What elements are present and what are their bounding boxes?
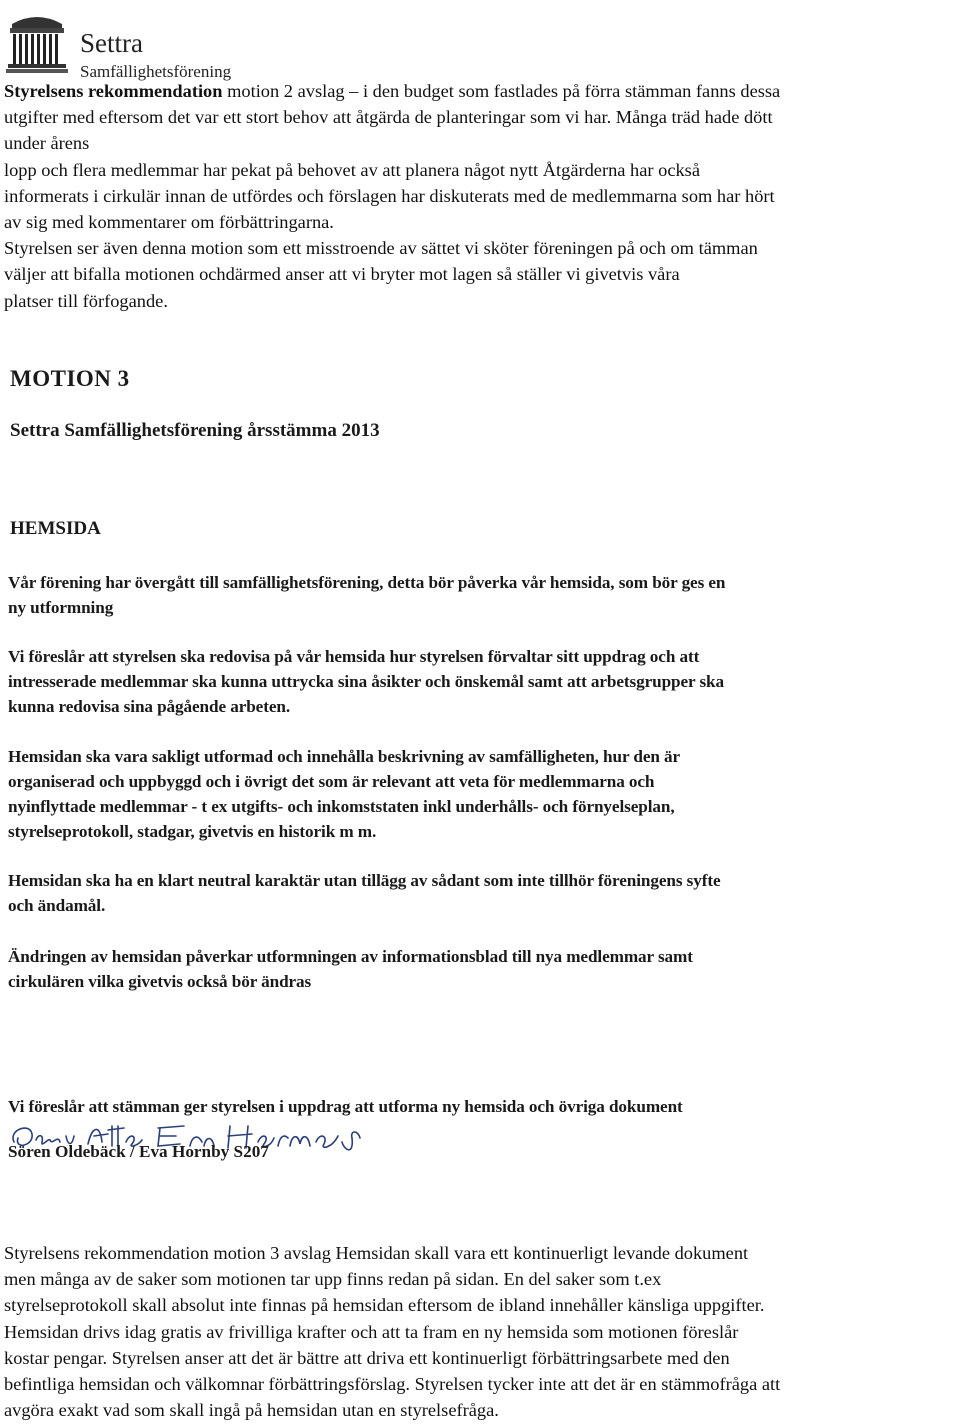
recommendation-motion-2 [4,78,958,314]
text-line: Ändringen av hemsidan påverkar utformningen av informationsblad till nya medlemmar samt [8,947,693,966]
text-line: cirkulären vilka givetvis också bör ändras [8,972,312,991]
text-line: Hemsidan ska ha en klart neutral karaktär utan tillägg av sådant som inte tillhör föreningens syfte [8,871,721,890]
text-span: motion 2 avslag – i den budget som fastlades på förra stämman fanns dessa [222,81,781,101]
motion-paragraph [8,868,858,918]
motion-subtitle: Settra Samfällighetsförening årsstämma 2013 [10,420,380,441]
section-heading: HEMSIDA [10,518,101,539]
text-line: Hemsidan drivs idag gratis av frivilliga krafter och att ta fram en ny hemsida som motionen föreslår [4,1321,739,1342]
text-line: befintliga hemsidan och välkomnar förbättringsförslag. Styrelsen tycker inte att det är en stämmofråga att [4,1374,781,1395]
text-line: kunna redovisa sina pågående arbeten. [8,697,291,716]
motion-3-scan [0,360,860,1180]
text-line: styrelseprotokoll skall absolut inte finnas på hemsidan eftersom de ibland innehåller känsliga uppgifter. [4,1295,765,1316]
text-line: Styrelsens rekommendation motion 3 avslag Hemsidan skall vara ett kontinuerligt levande dokument [4,1243,749,1263]
text-line: Vi föreslår att styrelsen ska redovisa på vår hemsida hur styrelsen förvaltar sitt uppdrag och att [8,647,700,666]
text-line: Styrelsen ser även denna motion som ett misstroende av sättet vi sköter föreningen på och om tämman [4,238,758,259]
logo-subtitle: Samfällighetsförening [80,62,232,81]
water-tower-icon [4,10,70,76]
text-line: Vår förening har övergått till samfällighetsförening, detta bör påverka vår hemsida, som bör ges en [8,573,726,592]
motion-paragraph [8,944,858,994]
text-line: och ändamål. [8,896,106,915]
text-line: organiserad och uppbyggd och i övrigt det som är relevant att veta för medlemmarna och [8,772,655,791]
text-line: Hemsidan ska vara sakligt utformad och innehålla beskrivning av samfälligheten, hur den är [8,747,681,766]
text-line: men många av de saker som motionen tar upp finns redan på sidan. En del saker som t.ex [4,1269,662,1290]
text-line: intresserade medlemmar ska kunna uttrycka sina åsikter och önskemål samt att arbetsgrupper ska [8,672,724,691]
recommendation-motion-3 [4,1240,958,1423]
motion-title: MOTION 3 [10,366,130,391]
text-line: väljer att bifalla motionen ochdärmed anser att vi bryter mot lagen så ställer vi givetvis våra [4,264,680,285]
motion-paragraph [8,644,858,719]
association-logo [4,10,304,80]
motion-paragraph [8,570,858,620]
text-line: nyinflyttade medlemmar - t ex utgifts- och inkomststaten inkl underhålls- och förnyelseplan, [8,797,675,816]
motion-signers: Sören Oldebäck / Eva Hornby S207 [8,1142,269,1161]
motion-proposal: Vi föreslår att stämman ger styrelsen i uppdrag att utforma ny hemsida och övriga dokument [8,1097,683,1116]
motion-paragraph [8,744,858,844]
text-line: ny utformning [8,598,114,617]
text-line: under årens [4,133,90,154]
text-line: kostar pengar. Styrelsen anser att det är bättre att driva ett kontinuerligt förbättringsarbete med den [4,1347,730,1368]
text-line: platser till förfogande. [4,290,168,311]
text-line [4,78,958,104]
text-line: lopp och flera medlemmar har pekat på behovet av att planera något nytt Åtgärderna har också [4,159,700,180]
text-line: informerats i cirkulär innan de utfördes och förslagen har diskuterats med de medlemmarna som har hört [4,185,775,206]
bold-lead: Styrelsens rekommendation [4,81,223,101]
text-line: av sig med kommentarer om förbättringarna. [4,212,334,233]
text-line: avgöra exakt vad som skall ingå på hemsidan utan en styrelsefråga. [4,1400,499,1421]
text-line: utgifter med eftersom det var ett stort behov att åtgärda de planteringar som vi har. Många träd hade dött [4,107,773,128]
text-line: styrelseprotokoll, stadgar, givetvis en historik m m. [8,822,377,841]
logo-title: Settra [80,28,143,58]
